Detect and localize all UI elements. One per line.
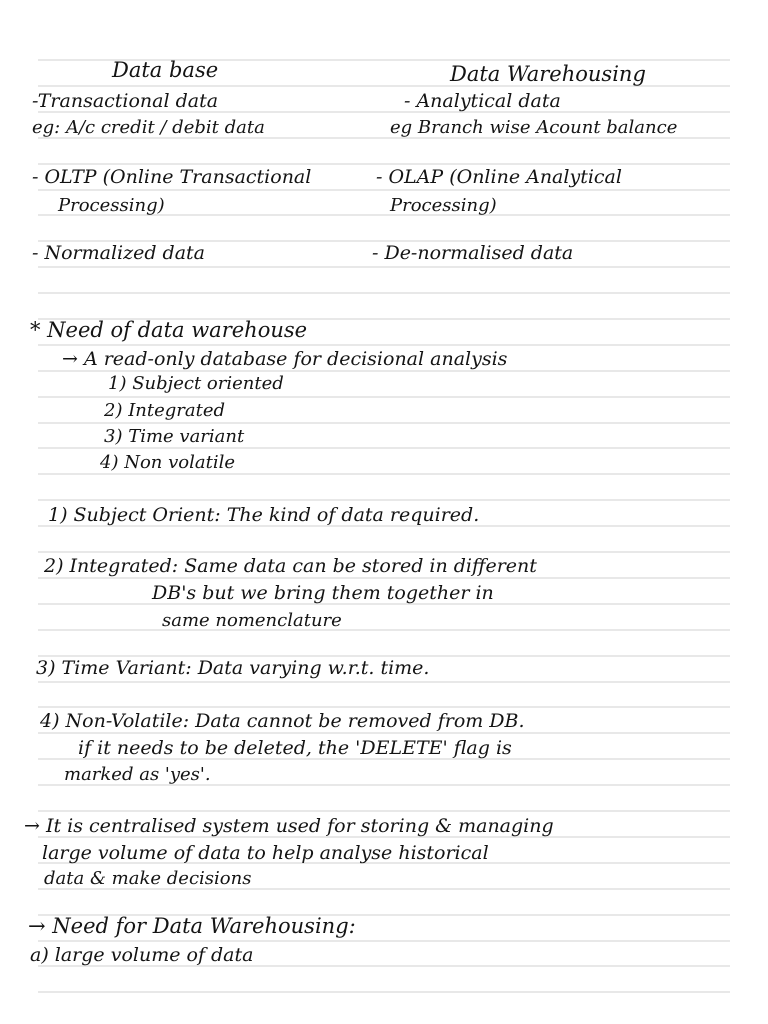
need-definition: → A read-only database for decisional analysis — [62, 348, 508, 370]
explanation-integrated-line-3: same nomenclature — [162, 610, 342, 631]
warehousing-heading: Data Warehousing — [450, 62, 646, 86]
need-heading: * Need of data warehouse — [30, 318, 308, 342]
need-for-item-a: a) large volume of data — [30, 944, 254, 966]
database-heading: Data base — [112, 58, 219, 82]
row-2-left: eg: A/c credit / debit data — [32, 117, 265, 138]
property-4: 4) Non volatile — [100, 452, 235, 473]
row-1-right: - Analytical data — [404, 90, 561, 112]
row-1-left: -Transactional data — [32, 90, 219, 112]
summary-line-2: large volume of data to help analyse historical — [42, 842, 489, 864]
explanation-time-variant: 3) Time Variant: Data varying w.r.t. time. — [36, 657, 430, 679]
property-3: 3) Time variant — [104, 426, 245, 447]
explanation-integrated-line-2: DB's but we bring them together in — [152, 582, 494, 604]
row-2-right: eg Branch wise Acount balance — [390, 117, 678, 138]
row-5-left: - Normalized data — [32, 242, 206, 264]
property-2: 2) Integrated — [104, 400, 226, 421]
row-4-left: Processing) — [58, 195, 165, 216]
property-1: 1) Subject oriented — [108, 373, 284, 394]
row-3-left: - OLTP (Online Transactional — [32, 166, 312, 188]
summary-line-3: data & make decisions — [44, 868, 252, 889]
explanation-integrated-line-1: 2) Integrated: Same data can be stored in different — [44, 555, 537, 577]
row-5-right: - De-normalised data — [372, 242, 574, 264]
explanation-non-volatile-line-3: marked as 'yes'. — [64, 764, 211, 785]
explanation-non-volatile-line-1: 4) Non-Volatile: Data cannot be removed from DB. — [40, 710, 525, 732]
row-4-right: Processing) — [390, 195, 497, 216]
summary-line-1: → It is centralised system used for storing & managing — [24, 815, 554, 837]
explanation-subject-oriented: 1) Subject Orient: The kind of data required. — [48, 504, 480, 526]
need-for-heading: → Need for Data Warehousing: — [28, 914, 356, 938]
explanation-non-volatile-line-2: if it needs to be deleted, the 'DELETE' flag is — [78, 737, 512, 759]
row-3-right: - OLAP (Online Analytical — [376, 166, 622, 188]
